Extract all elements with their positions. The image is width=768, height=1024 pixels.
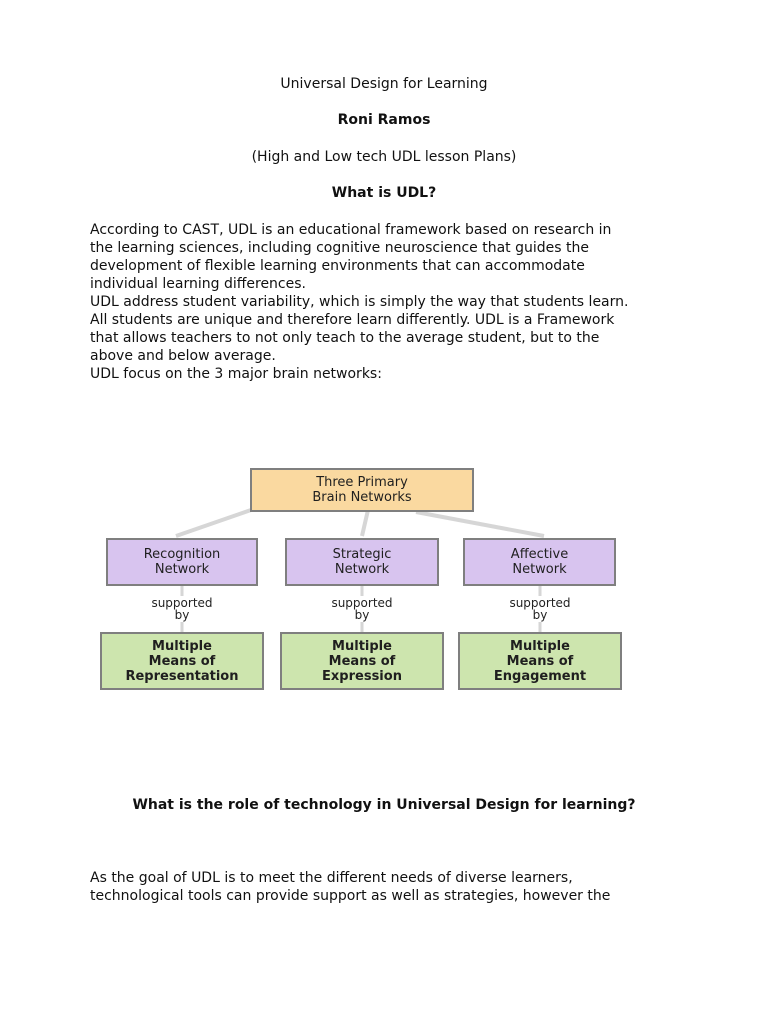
- paragraph-line: development of flexible learning environments that can accommodate: [90, 258, 585, 274]
- paragraph-line: technological tools can provide support as well as strategies, however the: [90, 888, 611, 904]
- multiple-means-of-expression-box: Multiple Means of Expression: [280, 632, 444, 690]
- section-heading-what-is-udl: What is UDL?: [331, 185, 437, 201]
- paragraph-line: the learning sciences, including cognitive neuroscience that guides the: [90, 240, 589, 256]
- supported-by-label: supported by: [509, 596, 571, 622]
- three-primary-brain-networks-box: Three Primary Brain Networks: [250, 468, 474, 512]
- paragraph-line: that allows teachers to not only teach to the average student, but to the: [90, 330, 600, 346]
- author-name: Roni Ramos: [337, 112, 431, 128]
- udl-description-paragraph: [90, 221, 690, 383]
- recognition-network-box: Recognition Network: [106, 538, 258, 586]
- paragraph-line: above and below average.: [90, 348, 276, 364]
- document-title: Universal Design for Learning: [280, 76, 488, 92]
- affective-network-box: Affective Network: [463, 538, 616, 586]
- strategic-network-box: Strategic Network: [285, 538, 439, 586]
- section-heading-role-of-technology: What is the role of technology in Universal Design for learning?: [132, 797, 636, 813]
- paragraph-line: All students are unique and therefore learn differently. UDL is a Framework: [90, 312, 615, 328]
- connector-line: [176, 510, 251, 536]
- paragraph-line: individual learning differences.: [90, 276, 306, 292]
- multiple-means-of-engagement-box: Multiple Means of Engagement: [458, 632, 622, 690]
- paragraph-line: According to CAST, UDL is an educational framework based on research in: [90, 222, 612, 238]
- supported-by-label: supported by: [151, 596, 213, 622]
- technology-role-paragraph: [90, 869, 690, 905]
- paragraph-line: As the goal of UDL is to meet the different needs of diverse learners,: [90, 870, 573, 886]
- paragraph-line: UDL focus on the 3 major brain networks:: [90, 366, 382, 382]
- multiple-means-of-representation-box: Multiple Means of Representation: [100, 632, 264, 690]
- brain-networks-diagram: [96, 466, 626, 696]
- supported-by-label: supported by: [331, 596, 393, 622]
- paragraph-line: UDL address student variability, which is simply the way that students learn.: [90, 294, 629, 310]
- document-subtitle: (High and Low tech UDL lesson Plans): [251, 149, 517, 165]
- connector-line: [416, 512, 544, 536]
- connector-line: [362, 510, 368, 536]
